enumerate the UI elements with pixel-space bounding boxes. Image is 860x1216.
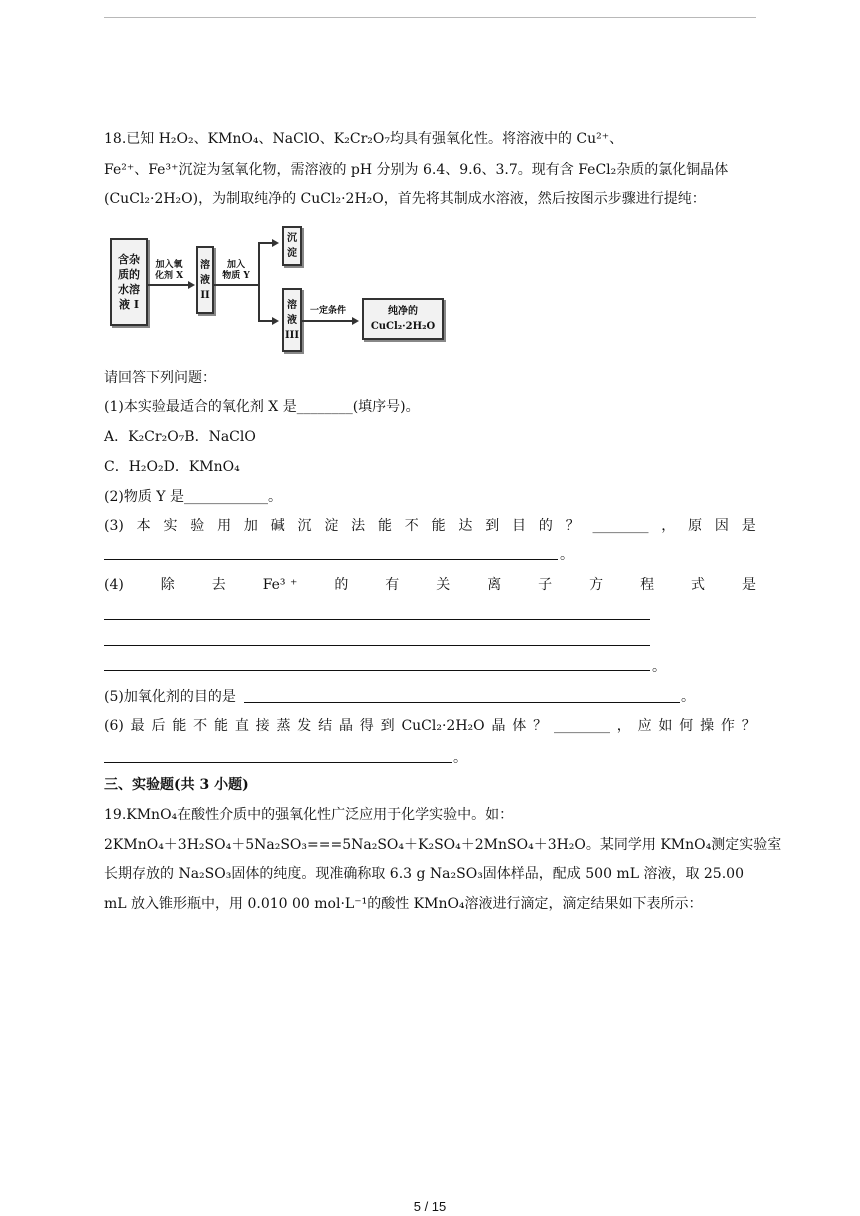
q18-stem-line2: Fe²⁺、Fe³⁺沉淀为氢氧化物，需溶液的 pH 分别为 6.4、9.6、3.7。现有含 FeCl₂杂质的氯化铜晶体 — [104, 162, 729, 178]
q18-part4-end: 。 — [652, 659, 666, 675]
answer-line-part4-b[interactable] — [104, 645, 650, 646]
page-number: 5 / 15 — [413, 1199, 447, 1214]
answer-line-part4-a[interactable] — [104, 619, 650, 620]
answer-line-part4-c[interactable] — [104, 670, 650, 671]
arrow-head-3 — [272, 317, 279, 325]
q19-line3: 长期存放的 Na₂SO₃固体的纯度。现准确称取 6.3 g Na₂SO₃固体样品，配成 500 mL 溶液，取 25.00 — [104, 866, 744, 882]
q18-stem-line3: (CuCl₂·2H₂O)，为制取纯净的 CuCl₂·2H₂O，首先将其制成水溶液，然后按图示步骤进行提纯： — [104, 191, 706, 207]
answer-line-part3[interactable] — [104, 559, 558, 560]
q18-stem-line1: 18.已知 H₂O₂、KMnO₄、NaClO、K₂Cr₂O₇均具有强氧化性。将溶液中的 Cu²⁺、 — [104, 131, 624, 147]
box-pure-product: 纯净的 CuCl₂·2H₂O — [362, 298, 444, 340]
arrow-label-oxidant-x: 加入氧 化剂 X — [154, 260, 184, 281]
box-precipitate: 沉 淀 — [282, 226, 302, 266]
q18-part1: (1)本实验最适合的氧化剂 X 是________(填序号)。 — [104, 399, 420, 415]
q18-part5-end: 。 — [681, 689, 695, 705]
purification-flow-diagram — [110, 226, 450, 354]
arrow-label-substance-y: 加入 物质 Y — [222, 260, 250, 281]
arrow-head-1 — [188, 281, 195, 289]
arrow-head-4 — [352, 317, 359, 325]
q18-options-cd: C．H₂O₂D．KMnO₄ — [104, 459, 240, 475]
q18-part3-end: 。 — [560, 547, 574, 563]
q18-part3: (3) 本 实 验 用 加 碱 沉 淀 法 能 不 能 达 到 目 的 ？ ________ ， 原 因 是 — [104, 518, 756, 534]
q19-line4: mL 放入锥形瓶中，用 0.010 00 mol·L⁻¹的酸性 KMnO₄溶液进行滴定，滴定结果如下表所示： — [104, 896, 703, 912]
section-3-heading: 三、实验题(共 3 小题) — [104, 777, 249, 793]
q18-prompt: 请回答下列问题： — [104, 370, 216, 386]
box-solution-3: 溶 液 III — [282, 288, 302, 352]
q18-part6: (6) 最 后 能 不 能 直 接 蒸 发 结 晶 得 到 CuCl₂·2H₂O 晶 体 ？ ________ ， 应 如 何 操 作 ？ — [104, 718, 756, 734]
q18-part5: (5)加氧化剂的目的是 — [104, 689, 236, 705]
box-solution-2: 溶 液 II — [196, 246, 214, 314]
q19-line1: 19.KMnO₄在酸性介质中的强氧化性广泛应用于化学实验中。如： — [104, 807, 514, 823]
q18-options-ab: A．K₂Cr₂O₇B．NaClO — [104, 429, 256, 445]
q18-part2: (2)物质 Y 是____________。 — [104, 489, 282, 505]
box-impure-solution: 含杂 质的 水溶 液 I — [110, 238, 148, 326]
arrow-head-2 — [272, 239, 279, 247]
answer-line-part5[interactable] — [244, 702, 680, 703]
answer-line-part6[interactable] — [104, 762, 452, 763]
q19-line2: 2KMnO₄＋3H₂SO₄＋5Na₂SO₃===5Na₂SO₄＋K₂SO₄＋2MnSO₄＋3H₂O。某同学用 KMnO₄测定实验室 — [104, 837, 782, 853]
header-rule — [104, 17, 756, 18]
q18-part4: (4) 除 去 Fe³ ⁺ 的 有 关 离 子 方 程 式 是 — [104, 577, 756, 593]
arrow-label-condition: 一定条件 — [309, 306, 346, 316]
q18-part6-end: 。 — [453, 750, 467, 766]
